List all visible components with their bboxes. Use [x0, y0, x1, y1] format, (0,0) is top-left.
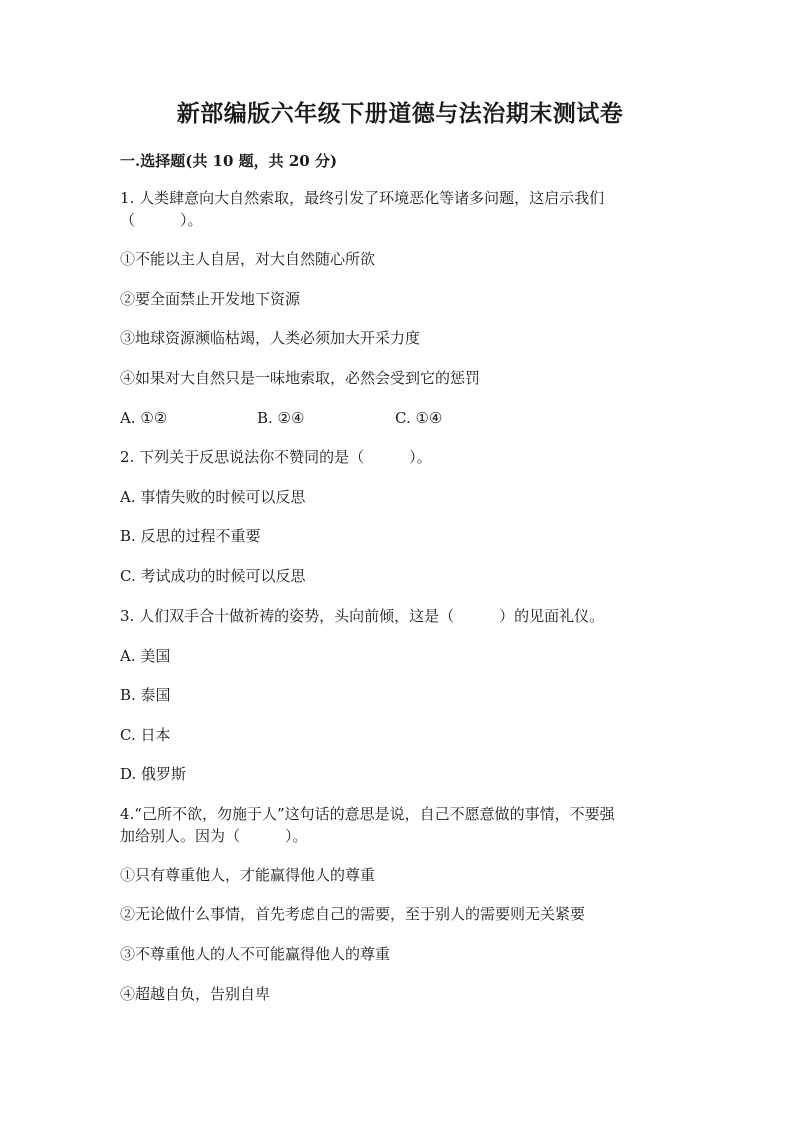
question-4-stem-line-1: 4.“己所不欲，勿施于人”这句话的意思是说，自己不愿意做的事情，不要强: [120, 805, 615, 823]
question-2-stem: 2. 下列关于反思说法你不赞同的是（ ）。: [120, 448, 432, 466]
question-3-option-b: B. 泰国: [120, 686, 171, 704]
question-1-statement-4: ④如果对大自然只是一味地索取，必然会受到它的惩罚: [120, 369, 481, 387]
question-1-stem-line-1: 1. 人类肆意向大自然索取，最终引发了环境恶化等诸多问题，这启示我们: [120, 189, 605, 207]
exam-title: 新部编版六年级下册道德与法治期末测试卷: [176, 100, 624, 127]
question-1-options: [120, 407, 680, 429]
question-1-option-c: C. ①④: [395, 409, 443, 427]
question-4-statement-1: ①只有尊重他人，才能赢得他人的尊重: [120, 866, 376, 884]
question-1-statement-3: ③地球资源濒临枯竭，人类必须加大开采力度: [120, 329, 421, 347]
question-4-statement-4: ④超越自负，告别自卑: [120, 985, 271, 1003]
question-2-option-c: C. 考试成功的时候可以反思: [120, 567, 306, 585]
question-3-option-c: C. 日本: [120, 726, 171, 744]
question-1-stem-line-2: （ ）。: [120, 211, 203, 229]
question-3-stem: 3. 人们双手合十做祈祷的姿势，头向前倾，这是（ ）的见面礼仪。: [120, 607, 605, 625]
question-2-option-a: A. 事情失败的时候可以反思: [120, 488, 306, 506]
question-1-statement-1: ①不能以主人自居，对大自然随心所欲: [120, 250, 376, 268]
question-1-statement-2: ②要全面禁止开发地下资源: [120, 290, 301, 308]
question-4-statement-2: ②无论做什么事情，首先考虑自己的需要，至于别人的需要则无关紧要: [120, 905, 586, 923]
question-4-stem-line-2: 加给别人。因为（ ）。: [120, 827, 308, 845]
question-3-option-a: A. 美国: [120, 647, 171, 665]
section-heading: 一.选择题(共 10 题，共 20 分): [120, 152, 338, 170]
question-4-statement-3: ③不尊重他人的人不可能赢得他人的尊重: [120, 945, 391, 963]
question-3-option-d: D. 俄罗斯: [120, 765, 187, 783]
question-1-option-b: B. ②④: [257, 409, 305, 427]
question-2-option-b: B. 反思的过程不重要: [120, 527, 261, 545]
question-1-option-a: A. ①②: [120, 409, 168, 427]
